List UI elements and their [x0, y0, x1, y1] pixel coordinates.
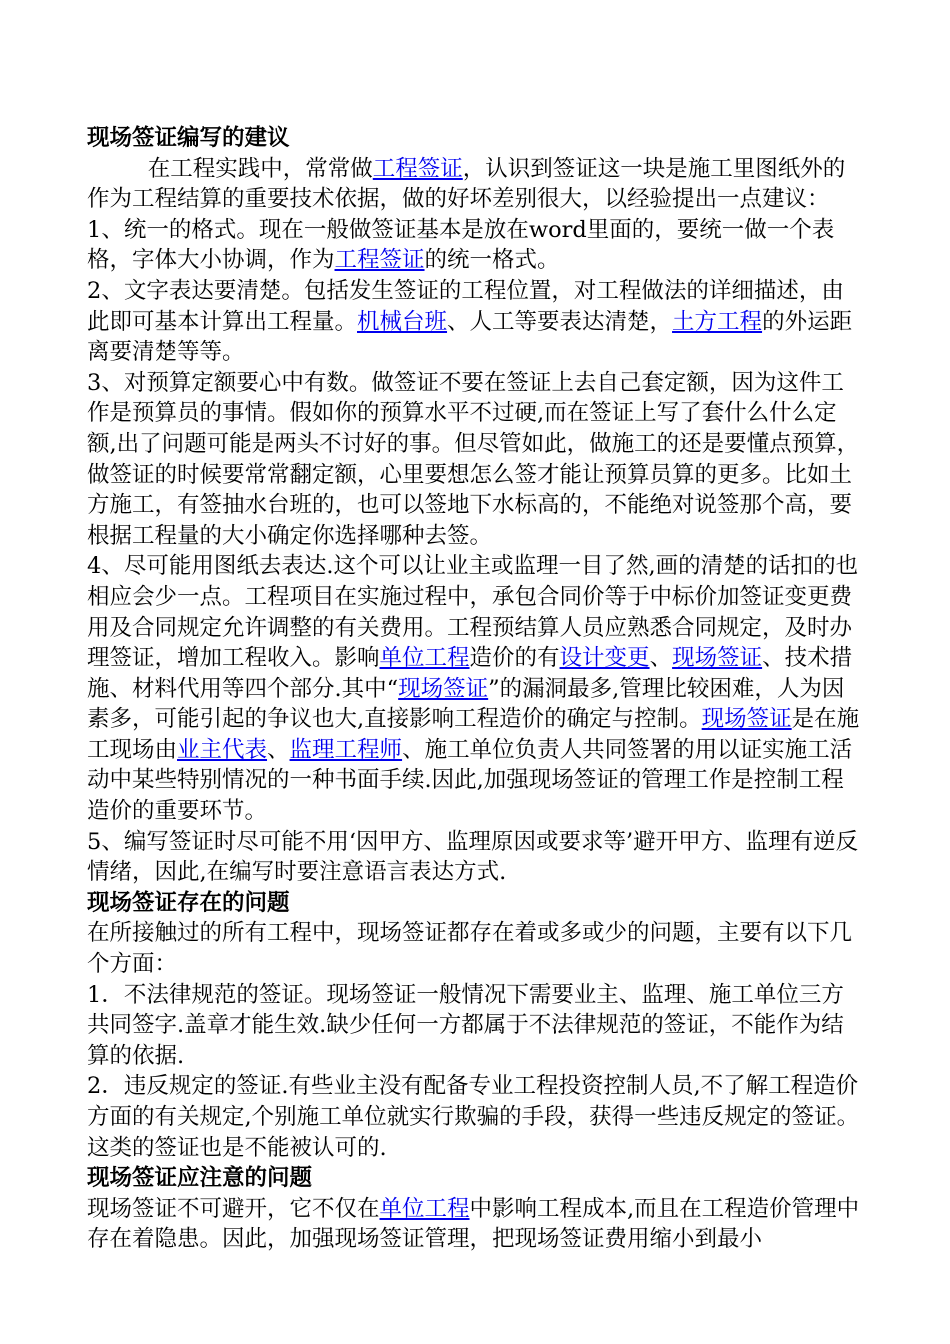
paragraph: [87, 1194, 862, 1255]
text-run: 中影响工程成本,而且在工程造价管理中存在着隐患。因此，加强现场签证管理，把现场签证费用缩小到最小: [87, 1195, 860, 1253]
hyperlink[interactable]: 工程签证: [372, 155, 463, 182]
text-run: 、施工单位负责人共同签署的用以证实施工活动中某些特别情况的一种书面手续.因此,加强现场签证的管理工作是控制工程造价的重要环节。: [87, 736, 853, 825]
hyperlink[interactable]: 监理工程师: [289, 736, 403, 763]
list-item: [87, 551, 862, 826]
list-item: [87, 827, 862, 888]
hyperlink[interactable]: 土方工程: [672, 308, 763, 335]
text-run: 、: [649, 645, 673, 672]
hyperlink[interactable]: 现场签证: [672, 645, 763, 672]
hyperlink[interactable]: 业主代表: [177, 736, 268, 763]
hyperlink[interactable]: 工程签证: [334, 247, 425, 274]
list-item: [87, 215, 862, 276]
text-run: 在所接触过的所有工程中，现场签证都存在着或多或少的问题，主要有以下几个方面：: [87, 920, 853, 978]
text-run: ，认识到签证这一块是施工里图纸外的作为工程结算的重要技术依据，做的好坏差别很大，以经验提出一点建议：: [87, 155, 846, 213]
hyperlink[interactable]: 单位工程: [379, 645, 470, 672]
text-run: 4、尽可能用图纸去表达.这个可以让业主或监理一目了然,画的清楚的话扣的也相应会少一点。工程项目在实施过程中，承包合同价等于中标价加签证变更费用及合同规定允许调整的有关费用。工程预结算人员应熟悉合同规定，及时办理签证，增加工程收入。影响: [87, 553, 859, 672]
text-run: 的统一格式。: [424, 247, 560, 274]
list-item: [87, 980, 862, 1072]
hyperlink[interactable]: 设计变更: [559, 645, 650, 672]
text-run: 1．不法律规范的签证。现场签证一般情况下需要业主、监理、施工单位三方共同签字.盖章才能生效.缺少任何一方都属于不法律规范的签证，不能作为结算的依据.: [87, 981, 844, 1069]
text-run: 造价的有: [469, 645, 560, 672]
list-item: [87, 1071, 862, 1163]
document-body: [87, 123, 862, 1255]
text-run: 2、文字表达要清楚。包括发生签证的工程位置，对工程做法的详细描述，由此即可基本计算出工程量。: [87, 277, 844, 335]
hyperlink[interactable]: 现场签证: [398, 675, 489, 702]
text-run: 是在施工现场由: [87, 706, 860, 763]
text-run: 、技术措施、材料代用等四个部分.其中“: [87, 645, 853, 702]
section-heading-existing-problems: 现场签证存在的问题: [87, 889, 290, 916]
text-run: 、人工等要表达清楚，: [447, 308, 673, 335]
text-run: 的外运距离要清楚等等。: [87, 308, 853, 366]
text-run: 、: [267, 736, 290, 763]
text-run: 现场签证不可避开，它不仅在: [87, 1195, 380, 1222]
hyperlink[interactable]: 现场签证: [701, 706, 792, 733]
hyperlink[interactable]: 单位工程: [379, 1195, 470, 1222]
paragraph: [87, 918, 862, 979]
text-run: 1、统一的格式。现在一般做签证基本是放在word里面的，要统一做一个表格，字体大小协调，作为: [87, 216, 835, 274]
list-item: [87, 368, 862, 552]
section-heading-writing-advice: 现场签证编写的建议: [87, 125, 290, 151]
text-run: 5、编写签证时尽可能不用‘因甲方、监理原因或要求等’避开甲方、监理有逆反情绪，因此,在编写时要注意语言表达方式.: [87, 828, 859, 886]
section-heading-attention-points: 现场签证应注意的问题: [87, 1165, 313, 1192]
text-run: 3、对预算定额要心中有数。做签证不要在签证上去自己套定额，因为这件工作是预算员的事情。假如你的预算水平不过硬,而在签证上写了套什么什么定额,出了问题可能是两头不讨好的事。但尽管如此，做施工的还是要懂点预算，做签证的时候要常常翻定额，心里要想怎么签才能让预算员算的更多。比如土方施工，有签抽水台班的，也可以签地下水标高的，不能绝对说签那个高，要根据工程量的大小确定你选择哪种去签。: [87, 369, 860, 549]
hyperlink[interactable]: 机械台班: [357, 308, 448, 335]
text-run: 在工程实践中，常常做: [147, 155, 373, 182]
text-run: 2．违反规定的签证.有些业主没有配备专业工程投资控制人员,不了解工程造价方面的有关规定,个别施工单位就实行欺骗的手段，获得一些违反规定的签证。这类的签证也是不能被认可的.: [87, 1073, 860, 1161]
paragraph: [87, 154, 862, 215]
list-item: [87, 276, 862, 368]
text-run: ”的漏洞最多,管理比较困难，人为因素多，可能引起的争议也大,直接影响工程造价的确定与控制。: [87, 675, 845, 733]
